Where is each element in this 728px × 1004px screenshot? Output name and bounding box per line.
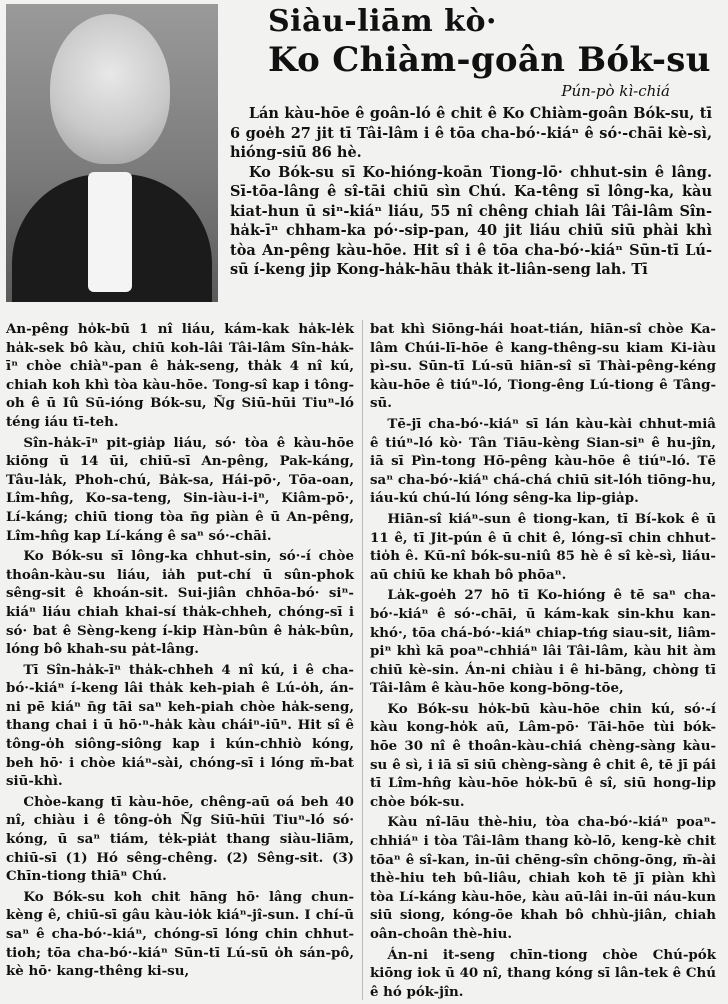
paragraph: Kàu nî-lāu thè-hiu, tòa cha-bó·-kiáⁿ poaⁿ-chhiáⁿ i tòa Tâi-lâm thang kò-lō, keng-kè chit tōaⁿ ê sî-kan, in-ūi chēng-sîn chōng-ōng, m̄-ài thè-hiu teh bû-liâu, chiah koh tē jī piàn khì tòa Lí-káng kàu-hōe, kàu aū-lâi in-ūi náu-kun siū siong, kóng-ōe khah bô chhù-jiân, chiah oân-choân thè-hiu. — [370, 814, 716, 942]
paragraph: Tē-jī cha-bó·-kiáⁿ sī lán kàu-kài chhut-miâ ê tiúⁿ-ló kò· Tân Tiāu-kèng Sian-siⁿ ê hu-jîn, iā sī Pìn-tong Hō-pêng kàu-hōe ê tiúⁿ-ló. Tē saⁿ cha-bó·-kiáⁿ chá-chá chiū sit-lóh tiōng-hu, iáu-kú chú-lú lóng sêng-ka li̍p-gia̍p. — [370, 415, 716, 507]
paragraph: Ko Bók-su koh chit hāng hō· lâng chun-kèng ê, chiū-sī gâu kàu-io̍k kiáⁿ-jî-sun. I chí-ū saⁿ ê cha-bó·-kiáⁿ, chóng-sī lóng chin chhut-tioh; tōa cha-bó·-kiáⁿ Sūn-tī Lú-sū o̍h sán-pô, kè hō· kang-thêng ki-su, — [6, 888, 354, 980]
portrait-collar — [88, 172, 132, 292]
column-divider — [362, 320, 363, 1000]
article-author: Pún-pò kì-chiá — [561, 82, 670, 100]
paragraph: Hiān-sî kiáⁿ-sun ê tiong-kan, tī Bí-kok ê ū 11 ê, tī Jit-pún ê ū chit ê, lóng-sī chin chhut-tio̍h ê. Kū-nî bók-su-niû 85 hè ê sî kè-sì, liáu-aū chiū ke khah bô phōaⁿ. — [370, 510, 716, 583]
paragraph: Ko Bók-su sī Ko-hióng-koān Tiong-lō· chhut-sin ê lâng. Sī-tōa-lâng ê sî-tāi chiū sìn Chú. Ka-têng sī lông-ka, kàu kiat-hun ū siⁿ-kiáⁿ liáu, 55 nî chêng chiah lâi Tâi-lâm Sîn-ha̍k-īⁿ chham-ka pó·-sip-pan, 40 jit liáu chiū siū phài khì tòa An-pêng kàu-hōe. Hit sî i ê tōa cha-bó·-kiáⁿ Sūn-tī Lú-sū í-keng jip Kong-ha̍k-hāu tha̍k it-liân-seng lah. Tī — [230, 163, 712, 278]
article-title-line-2: Ko Chiàm-goân Bók-su — [268, 40, 711, 80]
paragraph: An-pêng ho̍k-bū 1 nî liáu, kám-kak ha̍k-le̍k ha̍k-sek bô kàu, chiū koh-lâi Tâi-lâm Sîn-ha̍k-īⁿ chòe chiàⁿ-pan ê ha̍k-seng, tha̍k 4 nî kú, chiah koh khì tòa kàu-hōe. Tong-sî kap i tông-oh ê ū Iû Sū-ióng Bók-su, Ñg Siū-hūi Tiuⁿ-ló téng iáu tī-teh. — [6, 321, 354, 430]
paragraph: Tī Sîn-ha̍k-īⁿ tha̍k-chheh 4 nî kú, i ê cha-bó·-kiáⁿ í-keng lâi tha̍k keh-piah ê Lú-o̍h, án-ni pē kiáⁿ n̄g tāi saⁿ keh-piah chòe ha̍k-seng, thang chai i ū hō·ⁿ-ha̍k kàu cháiⁿ-iūⁿ. Hit sî ê tông-o̍h siông-siông kap i kún-chhiò kóng, beh hō· i chòe kiáⁿ-sài, chóng-sī i lóng m̄-bat siū-khì. — [6, 661, 354, 790]
intro-column — [230, 104, 712, 280]
portrait-head — [50, 14, 170, 164]
paragraph: Ko Bók-su sī lông-ka chhut-sin, só·-í chòe thoân-kàu-su liáu, ia̍h put-chí ū sûn-phok sêng-sit ê khoán-sit. Sui-jiân chhōa-bó· siⁿ-kiáⁿ liáu chiah khai-sí tha̍k-chheh, chóng-sī i só· bat ê Sèng-keng í-kip Hàn-bûn ê ha̍k-bûn, lóng bô khah-su pa̍t-lâng. — [6, 548, 354, 658]
paragraph: Chòe-kang tī kàu-hōe, chêng-aū oá beh 40 nî, chiàu i ê tông-o̍h Ñg Siū-hūi Tiuⁿ-ló só· kóng, ū saⁿ tiám, te̍k-pia̍t thang siàu-liām, chiū-sī (1) Hó sêng-chêng. (2) Sêng-sit. (3) Chīn-tiong thiāⁿ Chú. — [6, 793, 354, 885]
paragraph: Án-ni it-seng chīn-tiong chòe Chú-pók kiōng iok ū 40 nî, thang kóng sī lân-tek ê Chú ê hó pók-jîn. — [370, 946, 716, 1000]
article-title-line-1: Siàu-liām kò· — [268, 4, 497, 39]
paragraph: Sîn-ha̍k-īⁿ pit-gia̍p liáu, só· tòa ê kàu-hōe kiōng ū 14 ūi, chiū-sī An-pêng, Pak-káng, Tâu-la̍k, Phoh-chú, Ba̍k-sa, Hái-pō·, Tōa-oan, Lîm-hn̂g, Ko-sa-teng, Sin-iàu-i-iⁿ, Kiâm-pō·, Lí-káng; chiū tiong tòa n̄g piàn ê ū An-pêng, Lîm-hn̂g kap Lí-káng ê saⁿ só·-chāi. — [6, 434, 354, 544]
left-column — [6, 320, 354, 983]
paragraph: La̍k-goe̍h 27 hō tī Ko-hióng ê tē saⁿ cha-bó·-kiáⁿ ê só·-chāi, ū kám-kak sin-khu kan-khó·, tōa chá-bó·-kiáⁿ chiap-tńg siau-sit, liâm-piⁿ khì kā poaⁿ-chhiáⁿ lâi Tâi-lâm, kàu hit àm chiū kè-sin. Án-ni chiàu i ê hi-bāng, chòng tī Tâi-lâm ê kàu-hōe kong-bōng-tōe, — [370, 587, 716, 697]
paragraph: Lán kàu-hōe ê goân-ló ê chit ê Ko Chiàm-goân Bók-su, tī 6 goe̍h 27 jit tī Tâi-lâm i ê tōa cha-bó·-kiáⁿ ê só·-chāi kè-sì, hióng-siū 86 hè. — [230, 105, 712, 161]
paragraph: bat khì Siōng-hái hoat-tián, hiān-sî chòe Ka-lâm Chúi-lī-hōe ê kang-thêng-su kiam Ki-iàu pì-su. Sūn-tī Lú-sū hiān-sî sī Thài-pêng-kéng kàu-hōe ê tiúⁿ-ló, Tiong-êng Lú-tiong ê Tâng-sū. — [370, 321, 716, 412]
right-column — [370, 320, 716, 1003]
portrait-photo — [6, 4, 218, 302]
paragraph: Ko Bók-su ho̍k-bū kàu-hōe chin kú, só·-í kàu kong-ho̍k aū, Lâm-pō· Tāi-hōe tùi bók-hōe 30 nî ê thoân-kàu-chiá chèng-sàng kàu-su ê sì, i iā sī siū chèng-sàng ê chit ê, tē jī pái tī Lîm-hn̂g kàu-hōe ho̍k-bū ê sî, siū hong-li̍p chòe bók-su. — [370, 700, 716, 810]
